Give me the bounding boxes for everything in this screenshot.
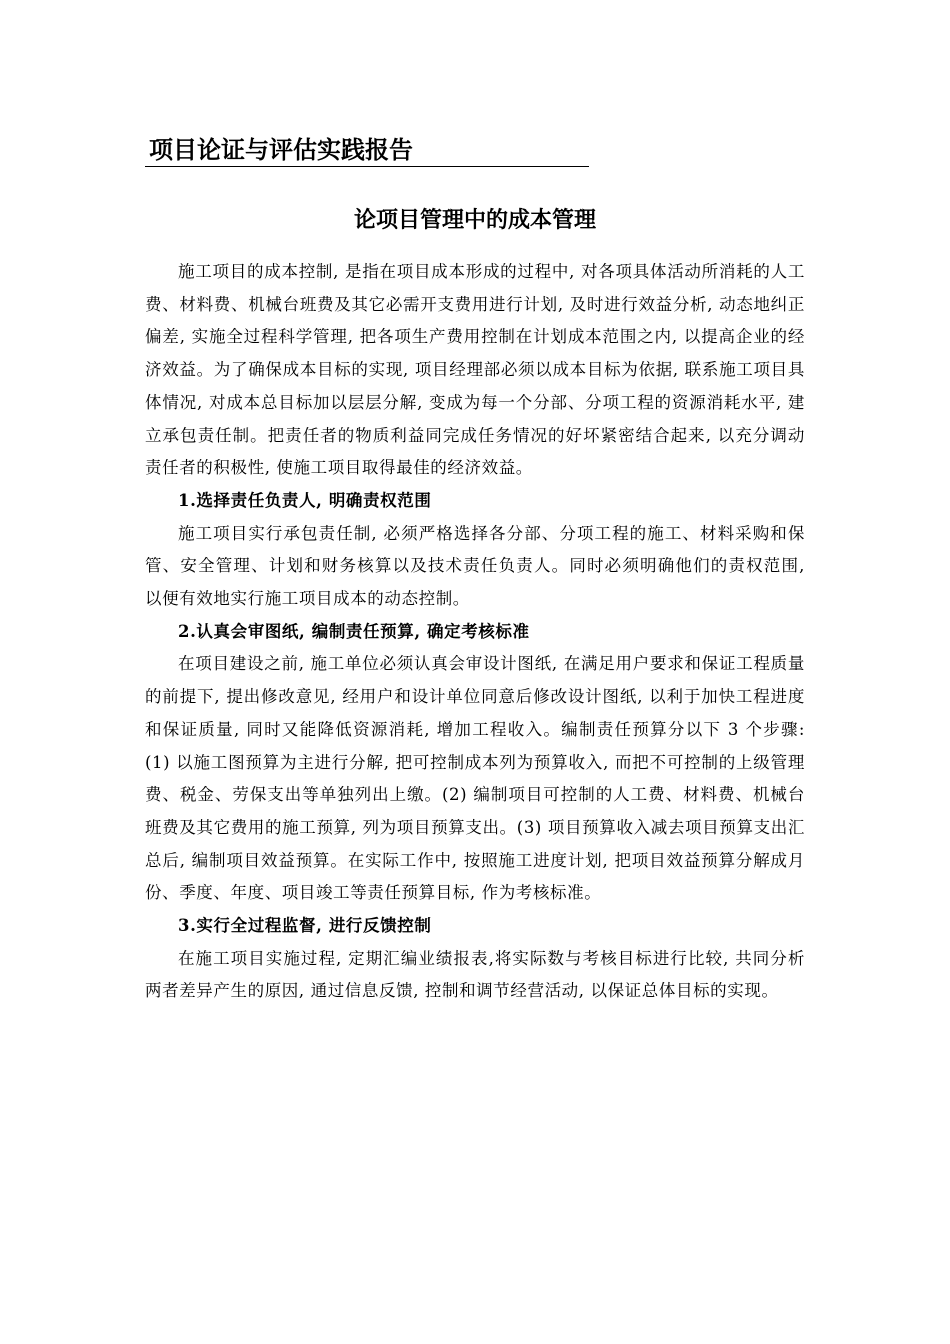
section-1-paragraph: 施工项目实行承包责任制, 必须严格选择各分部、分项工程的施工、材料采购和保管、安全管理、计划和财务核算以及技术责任负责人。同时必须明确他们的责权范围, 以便有效地实行施工项目成本的动态控制。	[145, 523, 805, 609]
section-3-heading: 3.实行全过程监督, 进行反馈控制	[178, 916, 432, 936]
section-1-heading: 1.选择责任负责人, 明确责权范围	[178, 490, 432, 510]
document-title: 论项目管理中的成本管理	[353, 208, 596, 233]
section-3-paragraph: 在施工项目实施过程, 定期汇编业绩报表,将实际数与考核目标进行比较, 共同分析两者差异产生的原因, 通过信息反馈, 控制和调节经营活动, 以保证总体目标的实现。	[145, 948, 805, 1001]
section-2-heading: 2.认真会审图纸, 编制责任预算, 确定考核标准	[178, 621, 530, 641]
report-title: 项目论证与评估实践报告	[145, 134, 589, 167]
document-body	[145, 256, 805, 1008]
section-2-paragraph: 在项目建设之前, 施工单位必须认真会审设计图纸, 在满足用户要求和保证工程质量的前提下, 提出修改意见, 经用户和设计单位同意后修改设计图纸, 以利于加快工程进度和保证质量, 同时又能降低资源消耗, 增加工程收入。编制责任预算分以下 3 个步骤: (1) 以施工图预算为主进行分解, 把可控制成本列为预算收入, 而把不可控制的上级管理费、税金、劳保支出等单独列出上缴。(2) 编制项目可控制的人工费、材料费、机械台班费及其它费用的施工预算, 列为项目预算支出。(3) 项目预算收入减去项目预算支出汇总后, 编制项目效益预算。在实际工作中, 按照施工进度计划, 把项目效益预算分解成月份、季度、年度、项目竣工等责任预算目标, 作为考核标准。	[145, 654, 805, 903]
intro-paragraph: 施工项目的成本控制, 是指在项目成本形成的过程中, 对各项具体活动所消耗的人工费、材料费、机械台班费及其它必需开支费用进行计划, 及时进行效益分析, 动态地纠正偏差, 实施全过程科学管理, 把各项生产费用控制在计划成本范围之内, 以提高企业的经济效益。为了确保成本目标的实现, 项目经理部必须以成本目标为依据, 联系施工项目具体情况, 对成本总目标加以层层分解, 变成为每一个分部、分项工程的资源消耗水平, 建立承包责任制。把责任者的物质利益同完成任务情况的好坏紧密结合起来, 以充分调动责任者的积极性, 使施工项目取得最佳的经济效益。	[145, 262, 805, 478]
